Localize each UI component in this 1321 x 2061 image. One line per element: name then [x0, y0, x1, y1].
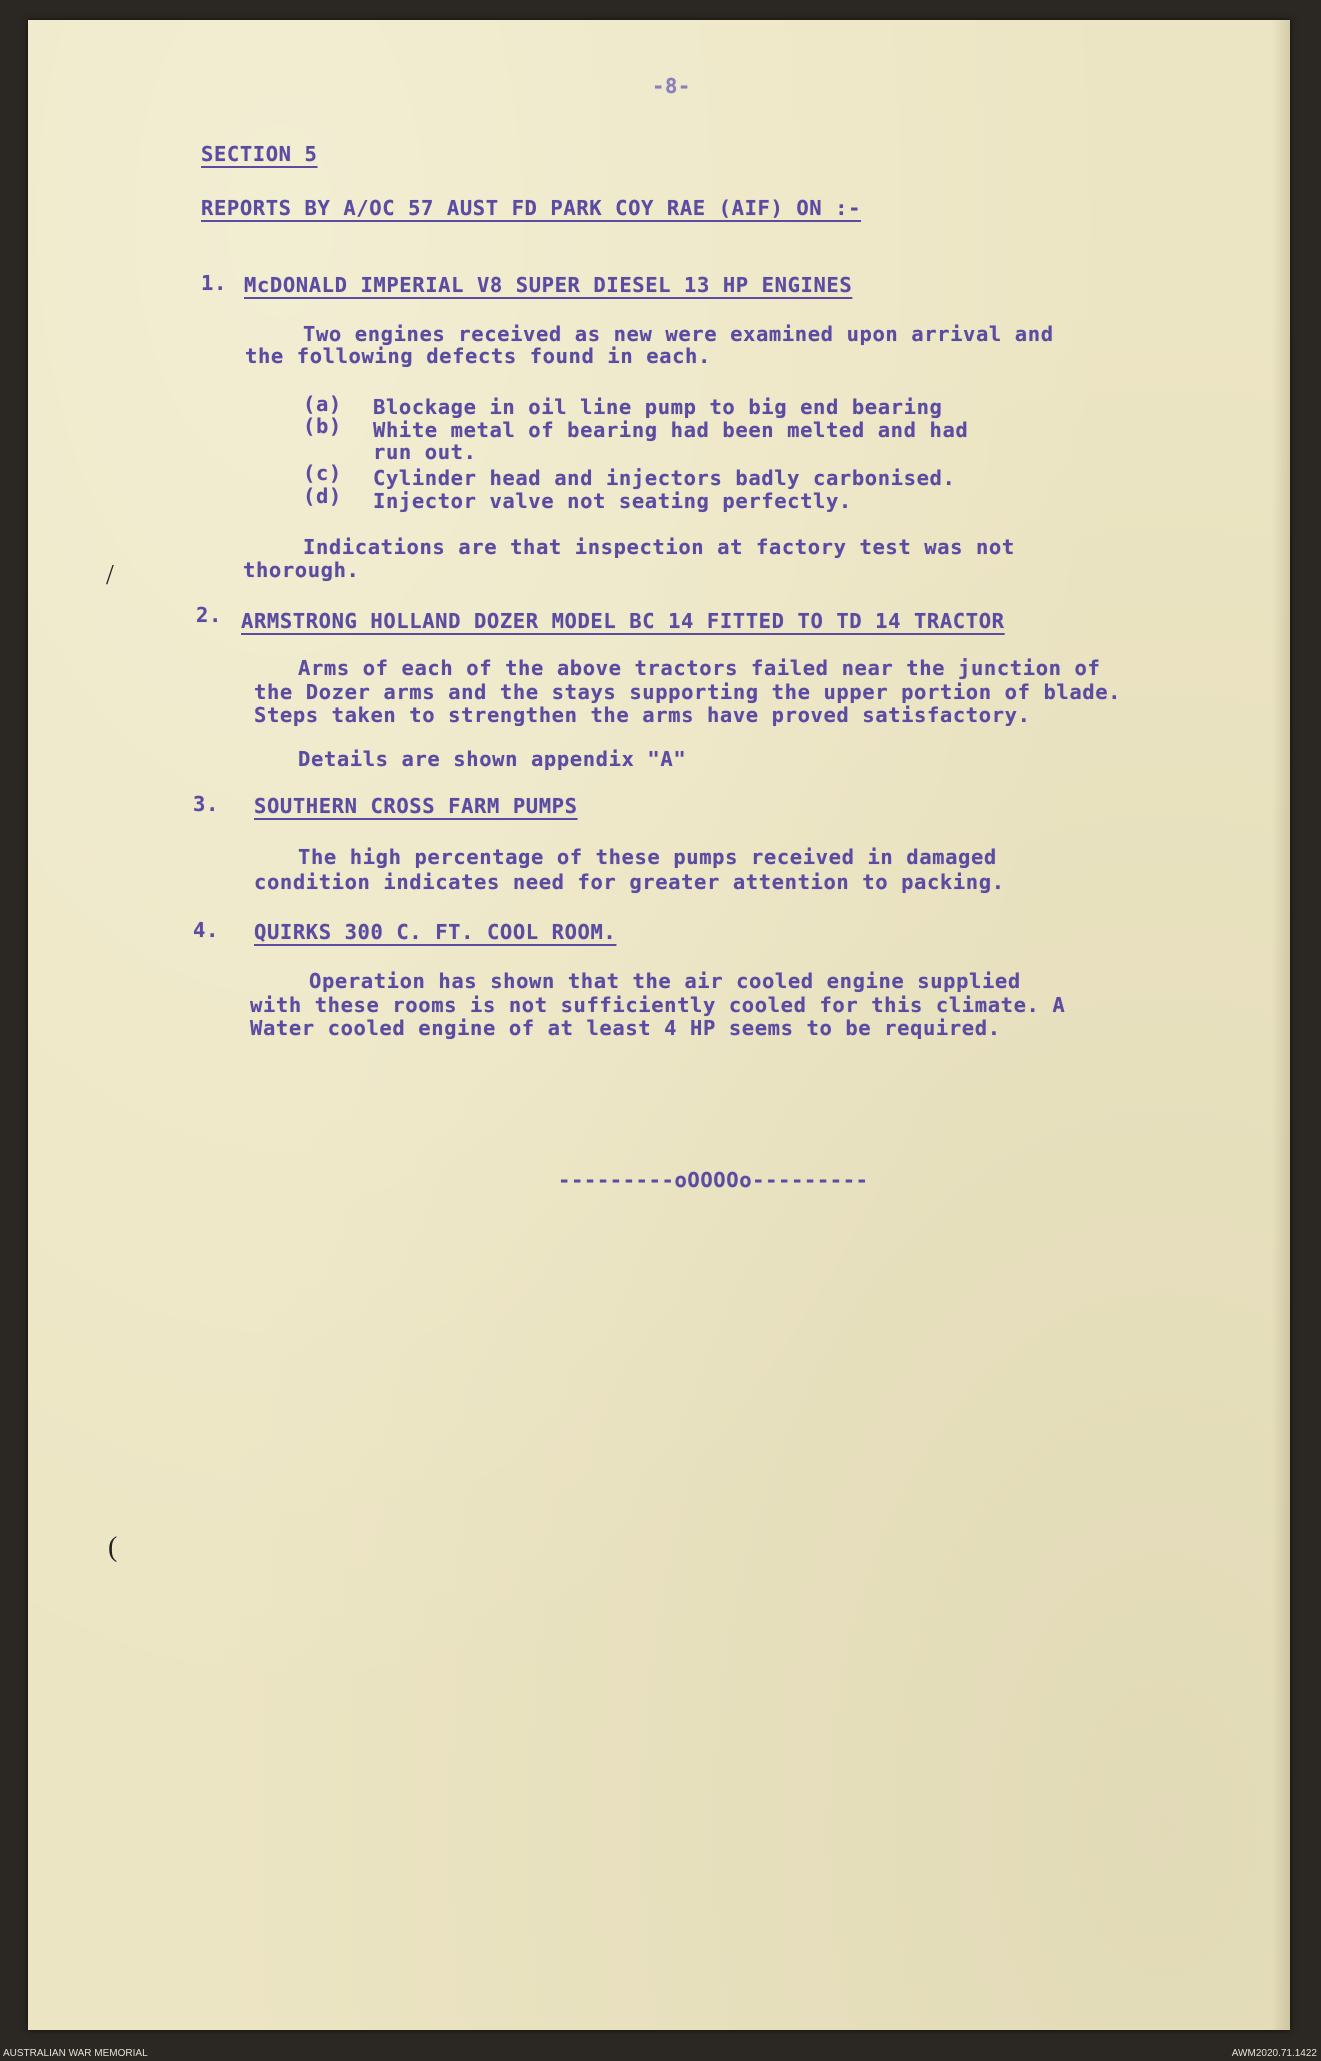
page-edge-shadow	[1272, 20, 1290, 2030]
item-3-body-line: The high percentage of these pumps received in damaged	[298, 845, 997, 869]
item-3-title: SOUTHERN CROSS FARM PUMPS	[254, 794, 578, 818]
reports-heading: REPORTS BY A/OC 57 AUST FD PARK COY RAE (AIF) ON :-	[201, 196, 862, 220]
defect-text: Blockage in oil line pump to big end bearing	[373, 395, 943, 419]
margin-mark: /	[106, 560, 114, 591]
item-4-body-line: with these rooms is not sufficiently cooled for this climate. A	[250, 993, 1066, 1017]
item-1-intro-line: the following defects found in each.	[245, 344, 711, 368]
item-1-intro-line: Two engines received as new were examined upon arrival and	[303, 322, 1054, 346]
defect-text: Cylinder head and injectors badly carbonised.	[373, 466, 956, 490]
defect-text: Injector valve not seating perfectly.	[373, 489, 852, 513]
item-1-title: McDONALD IMPERIAL V8 SUPER DIESEL 13 HP ENGINES	[244, 273, 853, 297]
defect-label: (d)	[303, 484, 342, 508]
item-4-number: 4.	[193, 918, 219, 942]
item-1-closing-line: Indications are that inspection at factory test was not	[303, 535, 1015, 559]
item-2-body-line: Arms of each of the above tractors failed near the junction of	[298, 656, 1101, 680]
defect-text: run out.	[373, 440, 477, 464]
item-1-closing-line: thorough.	[243, 558, 360, 582]
item-4-body-line: Water cooled engine of at least 4 HP seems to be required.	[250, 1016, 1001, 1040]
margin-mark: (	[108, 1532, 118, 1563]
item-2-body-line: Steps taken to strengthen the arms have proved satisfactory.	[254, 703, 1031, 727]
footer-institution: AUSTRALIAN WAR MEMORIAL	[3, 2048, 148, 2059]
defect-label: (a)	[303, 392, 342, 416]
item-2-details-line: Details are shown appendix "A"	[298, 747, 687, 771]
defect-text: White metal of bearing had been melted and had	[373, 418, 969, 442]
item-3-number: 3.	[193, 792, 219, 816]
section-heading: SECTION 5	[201, 142, 318, 166]
item-2-title: ARMSTRONG HOLLAND DOZER MODEL BC 14 FITTED TO TD 14 TRACTOR	[241, 609, 1005, 633]
defect-label: (b)	[303, 414, 342, 438]
item-2-body-line: the Dozer arms and the stays supporting the upper portion of blade.	[254, 680, 1122, 704]
item-4-body-line: Operation has shown that the air cooled engine supplied	[309, 969, 1021, 993]
item-2-number: 2.	[196, 603, 222, 627]
footer-accession-number: AWM2020.71.1422	[1231, 2048, 1317, 2059]
defect-label: (c)	[303, 461, 342, 485]
item-1-number: 1.	[201, 271, 227, 295]
item-3-body-line: condition indicates need for greater attention to packing.	[254, 870, 1005, 894]
item-4-title: QUIRKS 300 C. FT. COOL ROOM.	[254, 920, 617, 944]
archive-footer	[0, 2047, 1321, 2061]
page-number: -8-	[652, 74, 691, 98]
end-mark: ---------oOOOOo---------	[558, 1168, 869, 1192]
